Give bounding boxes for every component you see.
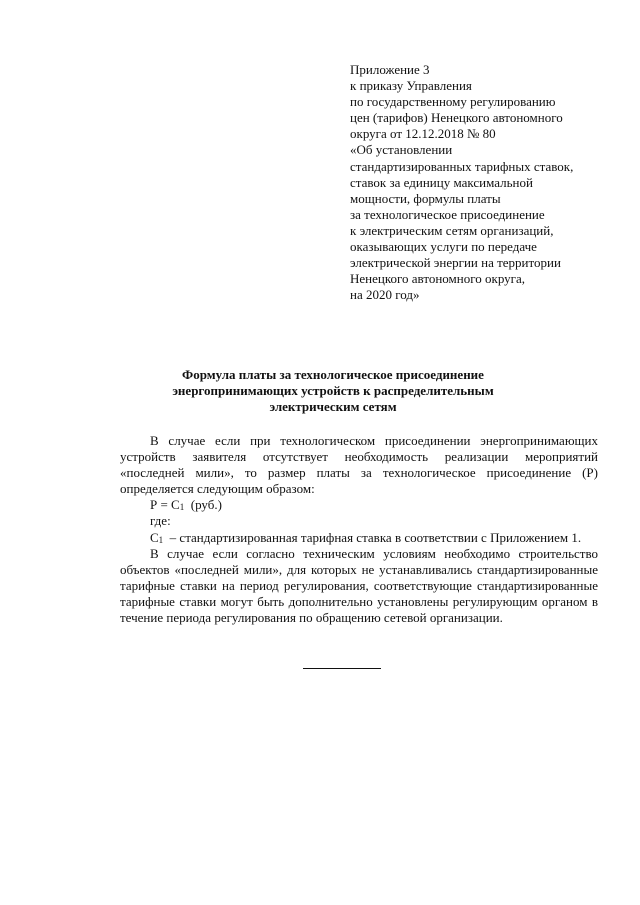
- formula-left: Р = С: [150, 497, 180, 513]
- separator-line: [303, 668, 381, 669]
- appendix-line: «Об установлении: [350, 142, 453, 158]
- appendix-line: стандартизированных тарифных ставок,: [350, 158, 574, 174]
- appendix-line: ставок за единицу максимальной: [350, 174, 533, 190]
- appendix-line: цен (тарифов) Ненецкого автономного: [350, 110, 563, 126]
- title-line: Формула платы за технологическое присоединение: [182, 367, 484, 382]
- appendix-line: к приказу Управления: [350, 78, 472, 94]
- appendix-line: электрической энергии на территории: [350, 255, 561, 271]
- document-title: [100, 367, 566, 415]
- definition-symbol: С: [150, 529, 159, 545]
- appendix-line: оказывающих услуги по передаче: [350, 239, 537, 255]
- appendix-line: округа от 12.12.2018 № 80: [350, 126, 496, 142]
- title-line: энергопринимающих устройств к распределительным: [172, 383, 494, 398]
- appendix-line: Ненецкого автономного округа,: [350, 271, 525, 287]
- definition-line: [120, 530, 598, 546]
- definition-text: – стандартизированная тарифная ставка в соответствии с Приложением 1.: [163, 529, 582, 545]
- appendix-line: мощности, формулы платы: [350, 190, 501, 206]
- formula-line: [120, 497, 598, 513]
- appendix-line: к электрическим сетям организаций,: [350, 222, 554, 238]
- where-label: где:: [150, 513, 171, 529]
- paragraph-intro: В случае если при технологическом присоединении энергопринимающих устройств заявителя отсутствует необходимость реализации мероприятий «последней мили», то размер платы за технологическое присоединение (Р) определяется следующим образом:: [120, 433, 598, 497]
- paragraph-last-mile: В случае если согласно техническим условиям необходимо строительство объектов «последней мили», для которых не устанавливались стандартизированные тарифные ставки на период регулирования, соответствующие стандартизированные тарифные ставки могут быть дополнительно установлены регулирующим органом в течение периода регулирования по обращению сетевой организации.: [120, 545, 598, 626]
- appendix-line: Приложение 3: [350, 62, 430, 77]
- title-line: электрическим сетям: [269, 399, 397, 414]
- formula-unit: (руб.): [184, 497, 222, 513]
- appendix-header: [350, 62, 610, 303]
- formula-subscript: 1: [179, 502, 185, 513]
- appendix-line: по государственному регулированию: [350, 94, 556, 110]
- document-body: [120, 433, 598, 626]
- appendix-line: на 2020 год»: [350, 287, 420, 303]
- definition-subscript: 1: [158, 534, 164, 545]
- appendix-line: за технологическое присоединение: [350, 206, 545, 222]
